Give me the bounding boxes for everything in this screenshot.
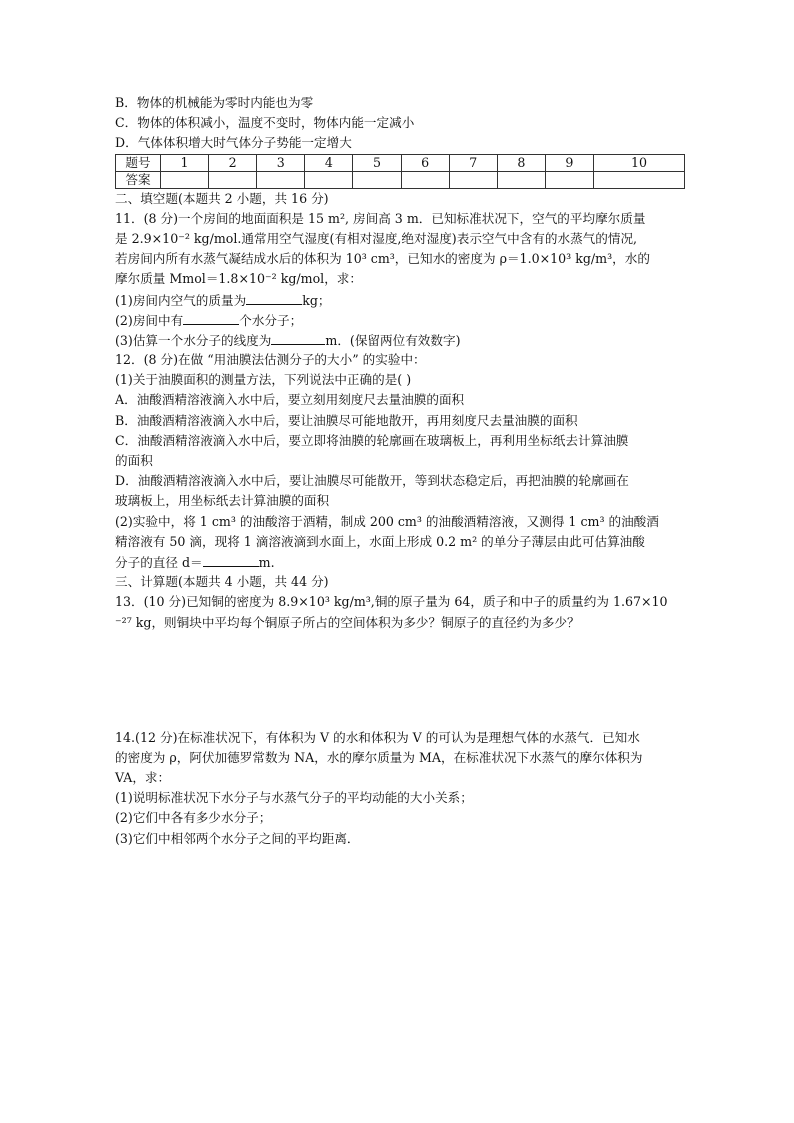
q12-option-a: A．油酸酒精溶液滴入水中后，要立刻用刻度尺去量油膜的面积 [115, 392, 465, 408]
section-2-heading: 二、填空题(本题共 2 小题，共 16 分) [115, 190, 329, 206]
q12-line-2: (1)关于油膜面积的测量方法，下列说法中正确的是( ) [115, 372, 412, 388]
q14-part-3: (3)它们中相邻两个水分子之间的平均距离． [115, 830, 360, 846]
q13-line-2: ⁻²⁷ kg，则铜块中平均每个铜原子所占的空间体积为多少？铜原子的直径约为多少？ [115, 614, 580, 630]
q11-part-3-unit: m．(保留两位有效数字) [325, 332, 461, 348]
answer-cell[interactable] [401, 171, 449, 188]
q12-option-b: B．油酸酒精溶液滴入水中后，要让油膜尽可能地散开，再用刻度尺去量油膜的面积 [115, 412, 578, 428]
q11-part-3 [115, 330, 685, 350]
q12-line-1: 12．(8 分)在做 “用油膜法估测分子的大小” 的实验中： [115, 352, 426, 368]
answer-table-number: 8 [497, 154, 545, 171]
q11-line-3: 若房间内所有水蒸气凝结成水后的体积为 10³ cm³，已知水的密度为 ρ＝1.0×10³ kg/m³，水的 [115, 251, 650, 267]
q14-line-2: 的密度为 ρ，阿伏加德罗常数为 NA，水的摩尔质量为 MA，在标准状况下水蒸气的摩尔体积为 [115, 749, 643, 765]
q12-part-2-line-1: (2)实验中，将 1 cm³ 的油酸溶于酒精，制成 200 cm³ 的油酸酒精溶液，又测得 1 cm³ 的油酸酒 [115, 513, 659, 529]
q11-part-3-text: (3)估算一个水分子的线度为 [115, 332, 272, 348]
q12-option-d-1: D．油酸酒精溶液滴入水中后，要让油膜尽可能散开，等到状态稳定后，再把油膜的轮廓画在 [115, 473, 629, 489]
answer-cell[interactable] [545, 171, 593, 188]
answer-blank[interactable] [271, 330, 325, 345]
q14-line-3: VA，求： [115, 770, 171, 786]
q11-line-2: 是 2.9×10⁻² kg/mol.通常用空气湿度(有相对湿度,绝对湿度)表示空气中含有的水蒸气的情况, [115, 230, 638, 246]
answer-table-header-answer: 答案 [116, 171, 161, 188]
answer-cell[interactable] [497, 171, 545, 188]
answer-table-number: 10 [593, 154, 684, 171]
answer-table-number: 5 [353, 154, 401, 171]
q14-part-2: (2)它们中各有多少水分子； [115, 810, 272, 826]
q12-diameter-text: 分子的直径 d＝ [115, 554, 203, 570]
answer-table-answer-row [116, 171, 685, 188]
answer-table-header-number: 题号 [116, 154, 161, 171]
answer-table-number: 1 [161, 154, 209, 171]
q12-diameter-unit: m. [258, 554, 275, 570]
q11-part-2-unit: 个水分子； [239, 312, 303, 328]
answer-table-number: 3 [257, 154, 305, 171]
q11-part-2-text: (2)房间中有 [115, 312, 184, 328]
option-c: C．物体的体积减小，温度不变时，物体内能一定减小 [115, 115, 415, 131]
exam-page [115, 93, 685, 849]
q11-part-1 [115, 290, 685, 310]
q14-part-1: (1)说明标准状况下水分子与水蒸气分子的平均动能的大小关系； [115, 790, 473, 806]
q12-part-2-line-3 [115, 552, 685, 572]
answer-table-number: 4 [305, 154, 353, 171]
section-3-heading: 三、计算题(本题共 4 小题，共 44 分) [115, 574, 329, 590]
q11-line-4: 摩尔质量 Mmol＝1.8×10⁻² kg/mol，求： [115, 271, 362, 287]
answer-cell[interactable] [161, 171, 209, 188]
option-d: D．气体体积增大时气体分子势能一定增大 [115, 135, 352, 151]
answer-cell[interactable] [593, 171, 684, 188]
q14-line-1: 14.(12 分)在标准状况下，有体积为 V 的水和体积为 V 的可认为是理想气体的水蒸气．已知水 [115, 729, 640, 745]
answer-table [115, 154, 685, 189]
answer-cell[interactable] [209, 171, 257, 188]
answer-cell[interactable] [257, 171, 305, 188]
answer-blank[interactable] [246, 290, 302, 305]
answer-table-number: 7 [449, 154, 497, 171]
q11-part-1-unit: kg； [302, 292, 331, 308]
answer-cell[interactable] [353, 171, 401, 188]
answer-blank[interactable] [183, 310, 239, 325]
answer-table-number: 2 [209, 154, 257, 171]
q11-line-1: 11．(8 分)一个房间的地面面积是 15 m², 房间高 3 m．已知标准状况下，空气的平均摩尔质量 [115, 210, 646, 226]
answer-table-number: 9 [545, 154, 593, 171]
answer-cell[interactable] [449, 171, 497, 188]
answer-table-number-row [116, 154, 685, 171]
q11-part-2 [115, 310, 685, 330]
q11-part-1-text: (1)房间内空气的质量为 [115, 292, 247, 308]
answer-cell[interactable] [305, 171, 353, 188]
option-b: B．物体的机械能为零时内能也为零 [115, 95, 314, 110]
q12-option-c-1: C．油酸酒精溶液滴入水中后，要立即将油膜的轮廓画在玻璃板上，再利用坐标纸去计算油膜 [115, 432, 629, 448]
q13-answer-space[interactable] [115, 633, 685, 728]
answer-blank[interactable] [203, 552, 259, 567]
q13-line-1: 13．(10 分)已知铜的密度为 8.9×10³ kg/m³,铜的原子量为 64，质子和中子的质量约为 1.67×10 [115, 594, 668, 610]
q12-option-c-2: 的面积 [115, 453, 153, 468]
answer-table-number: 6 [401, 154, 449, 171]
q12-option-d-2: 玻璃板上，用坐标纸去计算油膜的面积 [115, 493, 330, 509]
q12-part-2-line-2: 精溶液有 50 滴，现将 1 滴溶液滴到水面上，水面上形成 0.2 m² 的单分子薄层由此可估算油酸 [115, 533, 645, 549]
